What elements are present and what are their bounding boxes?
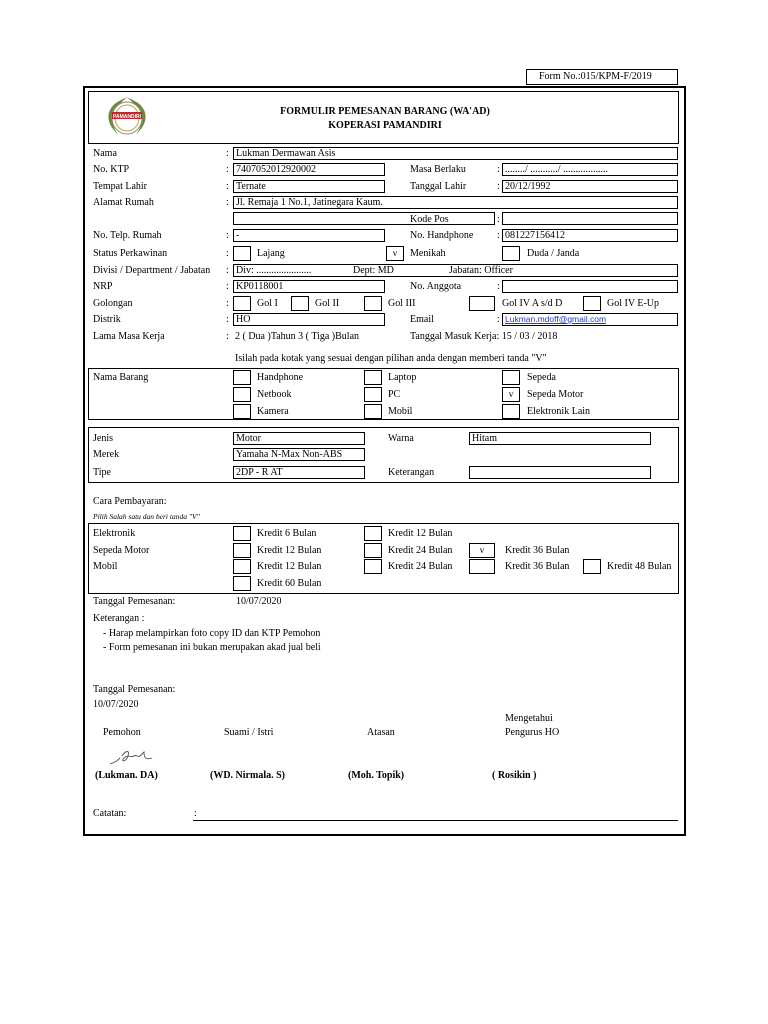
nama-field[interactable]: Lukman Dermawan Asis	[233, 147, 678, 160]
label-golongan: Golongan	[93, 298, 133, 309]
handphone-field[interactable]: 081227156412	[502, 229, 678, 242]
tipe-field[interactable]: 2DP - R AT	[233, 466, 365, 479]
label-mb-k12: Kredit 12 Bulan	[257, 561, 322, 572]
checkbox-lajang[interactable]	[233, 246, 251, 261]
label-gol-5: Gol IV E-Up	[607, 298, 660, 309]
pamandiri-logo	[102, 94, 152, 140]
label-sepeda-motor-item: Sepeda Motor	[527, 389, 584, 400]
colon: :	[497, 230, 500, 241]
label-sm-k24: Kredit 24 Bulan	[388, 545, 453, 556]
email-field[interactable]	[502, 313, 678, 326]
label-laptop: Laptop	[388, 372, 417, 383]
jabatan-value: Jabatan: Officer	[449, 265, 513, 276]
label-handphone-item: Handphone	[257, 372, 304, 383]
nama-barang-box	[88, 368, 679, 420]
pembayaran-hint: Pilih Salah satu dan beri tanda "V"	[93, 512, 200, 521]
label-sm-k12: Kredit 12 Bulan	[257, 545, 322, 556]
checkbox-pc[interactable]	[364, 387, 382, 402]
nrp-field[interactable]: KP0118001	[233, 280, 385, 293]
checkbox-gol-1[interactable]	[233, 296, 251, 311]
checkbox-sm-k24[interactable]	[364, 543, 382, 558]
name-atasan: (Moh. Topik)	[348, 770, 405, 781]
label-keterangan: Keterangan :	[93, 613, 145, 624]
checkbox-laptop[interactable]	[364, 370, 382, 385]
label-menikah: Menikah	[410, 248, 446, 259]
checkbox-mb-k48[interactable]	[583, 559, 601, 574]
label-ktp: No. KTP	[93, 164, 130, 175]
colon: :	[497, 164, 500, 175]
pemohon-signature	[108, 746, 158, 768]
checkbox-gol-3[interactable]	[364, 296, 382, 311]
colon: :	[226, 281, 229, 292]
label-el-k6: Kredit 6 Bulan	[257, 528, 317, 539]
label-jenis: Jenis	[93, 433, 113, 444]
label-pengurus-ho: Pengurus HO	[505, 727, 560, 738]
email-link[interactable]: Lukman.mdoff@gmail.com	[505, 314, 607, 324]
checkbox-mb-k60[interactable]	[233, 576, 251, 591]
kode-pos-field[interactable]	[502, 212, 678, 225]
colon: :	[497, 181, 500, 192]
anggota-field[interactable]	[502, 280, 678, 293]
warna-field[interactable]: Hitam	[469, 432, 651, 445]
div-value: Div: ......................	[236, 265, 312, 276]
masa-berlaku-field[interactable]: ......../ .........../ ..................	[502, 163, 678, 176]
masa-kerja-value: 2 ( Dua )Tahun 3 ( Tiga )Bulan	[235, 331, 360, 342]
checkbox-el-k6[interactable]	[233, 526, 251, 541]
colon: :	[226, 248, 229, 259]
label-masa-berlaku: Masa Berlaku	[410, 164, 466, 175]
catatan-line[interactable]	[193, 820, 678, 821]
merek-field[interactable]: Yamaha N-Max Non-ABS	[233, 448, 365, 461]
colon: :	[226, 230, 229, 241]
label-handphone: No. Handphone	[410, 230, 474, 241]
name-pemohon: (Lukman. DA)	[95, 770, 158, 781]
checkbox-gol-4[interactable]	[469, 296, 495, 311]
label-telp: No. Telp. Rumah	[93, 230, 162, 241]
divisi-field[interactable]	[233, 264, 678, 277]
label-sepeda: Sepeda	[527, 372, 556, 383]
colon: :	[226, 265, 229, 276]
signature-date-label: Tanggal Pemesanan:	[93, 684, 176, 695]
svg-text:PAMANDIRI: PAMANDIRI	[113, 114, 141, 120]
label-el-k12: Kredit 12 Bulan	[388, 528, 453, 539]
cooperative-name: KOPERASI PAMANDIRI	[328, 120, 442, 131]
colon: :	[497, 314, 500, 325]
checkbox-el-k12[interactable]	[364, 526, 382, 541]
label-gol-2: Gol II	[315, 298, 340, 309]
label-divisi: Divisi / Department / Jabatan	[93, 265, 211, 276]
label-status: Status Perkawinan	[93, 248, 168, 259]
label-lajang: Lajang	[257, 248, 285, 259]
checkbox-menikah[interactable]: v	[386, 246, 404, 261]
label-pc: PC	[388, 389, 401, 400]
colon: :	[226, 197, 229, 208]
label-keterangan-detail: Keterangan	[388, 467, 435, 478]
checkbox-kamera[interactable]	[233, 404, 251, 419]
tanggal-lahir-field[interactable]: 20/12/1992	[502, 180, 678, 193]
signature-date-value: 10/07/2020	[93, 699, 139, 710]
label-nama: Nama	[93, 148, 117, 159]
alamat-field[interactable]: Jl. Remaja 1 No.1, Jatinegara Kaum.	[233, 196, 678, 209]
label-netbook: Netbook	[257, 389, 292, 400]
checkbox-mb-k36[interactable]	[469, 559, 495, 574]
label-mb-k48: Kredit 48 Bulan	[607, 561, 672, 572]
label-sepeda-motor-bayar: Sepeda Motor	[93, 545, 150, 556]
tanggal-pemesanan-value: 10/07/2020	[236, 596, 282, 607]
label-nrp: NRP	[93, 281, 113, 292]
label-mb-k36: Kredit 36 Bulan	[505, 561, 570, 572]
label-tempat-lahir: Tempat Lahir	[93, 181, 147, 192]
label-mb-k24: Kredit 24 Bulan	[388, 561, 453, 572]
checkbox-sepeda[interactable]	[502, 370, 520, 385]
label-tanggal-pemesanan: Tanggal Pemesanan:	[93, 596, 176, 607]
colon: :	[226, 148, 229, 159]
label-tanggal-lahir: Tanggal Lahir	[410, 181, 467, 192]
label-duda-janda: Duda / Janda	[527, 248, 580, 259]
keterangan-line-1: - Harap melampirkan foto copy ID dan KTP Pemohon	[103, 628, 321, 639]
keterangan-line-2: - Form pemesanan ini bukan merupakan akad jual beli	[103, 642, 321, 653]
label-masa-kerja: Lama Masa Kerja	[93, 331, 165, 342]
checkbox-duda-janda[interactable]	[502, 246, 520, 261]
label-kamera: Kamera	[257, 406, 289, 417]
form-title: FORMULIR PEMESANAN BARANG (WA'AD)	[280, 106, 490, 117]
keterangan-field[interactable]	[469, 466, 651, 479]
checkbox-gol-2[interactable]	[291, 296, 309, 311]
checkbox-sm-k12[interactable]	[233, 543, 251, 558]
label-merek: Merek	[93, 449, 120, 460]
colon: :	[194, 808, 197, 819]
label-atasan: Atasan	[367, 727, 395, 738]
colon: :	[226, 181, 229, 192]
tempat-lahir-field[interactable]: Ternate	[233, 180, 385, 193]
colon: :	[226, 164, 229, 175]
distrik-field[interactable]: HO	[233, 313, 385, 326]
instruction-text: Isilah pada kotak yang sesuai dengan pilihan anda dengan memberi tanda "V"	[235, 353, 547, 364]
alamat-field-line2[interactable]	[233, 212, 495, 225]
label-gol-4: Gol IV A s/d D	[502, 298, 563, 309]
label-distrik: Distrik	[93, 314, 121, 325]
colon: :	[497, 281, 500, 292]
colon: :	[226, 314, 229, 325]
checkbox-mb-k12[interactable]	[233, 559, 251, 574]
label-mb-k60: Kredit 60 Bulan	[257, 578, 322, 589]
label-catatan: Catatan:	[93, 808, 127, 819]
label-elektronik: Elektronik	[93, 528, 136, 539]
form-number: Form No.:015/KPM-F/2019	[539, 71, 652, 82]
label-mobil-bayar: Mobil	[93, 561, 118, 572]
colon: :	[497, 214, 500, 225]
telp-field[interactable]: -	[233, 229, 385, 242]
label-pemohon: Pemohon	[103, 727, 141, 738]
checkbox-netbook[interactable]	[233, 387, 251, 402]
checkbox-sm-k36[interactable]: v	[469, 543, 495, 558]
label-sm-k36: Kredit 36 Bulan	[505, 545, 570, 556]
label-cara-pembayaran: Cara Pembayaran:	[93, 496, 167, 507]
name-pengurus: ( Rosikin )	[492, 770, 537, 781]
checkbox-elektronik-lain[interactable]	[502, 404, 520, 419]
label-nama-barang: Nama Barang	[93, 372, 149, 383]
label-mengetahui: Mengetahui	[505, 713, 553, 724]
label-mobil-item: Mobil	[388, 406, 413, 417]
label-warna: Warna	[388, 433, 414, 444]
checkbox-sepeda-motor[interactable]: v	[502, 387, 520, 402]
checkbox-handphone[interactable]	[233, 370, 251, 385]
label-anggota: No. Anggota	[410, 281, 462, 292]
label-kode-pos: Kode Pos	[410, 214, 449, 225]
label-email: Email	[410, 314, 434, 325]
checkbox-mb-k24[interactable]	[364, 559, 382, 574]
jenis-field[interactable]: Motor	[233, 432, 365, 445]
colon: :	[226, 331, 229, 342]
label-suami-istri: Suami / Istri	[224, 727, 274, 738]
label-alamat: Alamat Rumah	[93, 197, 154, 208]
tanggal-masuk-kerja: Tanggal Masuk Kerja: 15 / 03 / 2018	[410, 331, 558, 342]
label-gol-3: Gol III	[388, 298, 416, 309]
ktp-field[interactable]: 7407052012920002	[233, 163, 385, 176]
dept-value: Dept: MD	[353, 265, 394, 276]
colon: :	[226, 298, 229, 309]
label-elektronik-lain: Elektronik Lain	[527, 406, 591, 417]
checkbox-gol-5[interactable]	[583, 296, 601, 311]
label-gol-1: Gol I	[257, 298, 278, 309]
checkbox-mobil[interactable]	[364, 404, 382, 419]
label-tipe: Tipe	[93, 467, 111, 478]
name-suami-istri: (WD. Nirmala. S)	[210, 770, 285, 781]
